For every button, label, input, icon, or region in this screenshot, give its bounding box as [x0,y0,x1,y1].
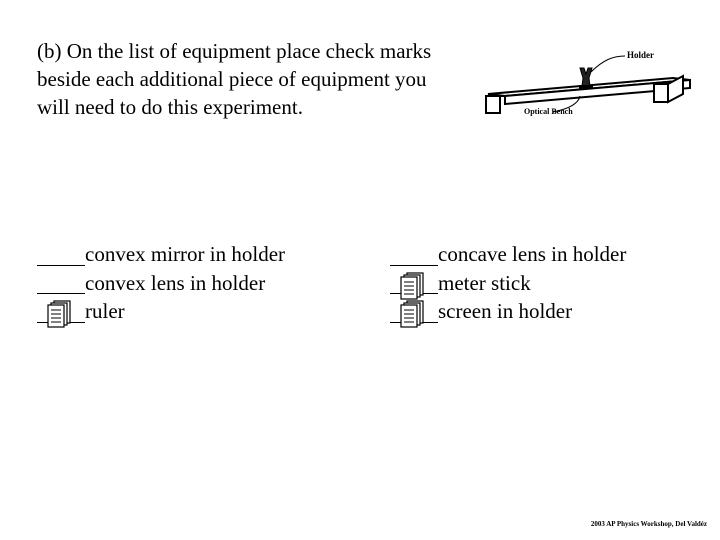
footer-credit: 2003 AP Physics Workshop, Del Valdéz [590,520,707,528]
bench-right-leg [654,84,668,102]
holder-icon [580,68,592,86]
check-blank[interactable] [37,269,85,298]
equipment-label: concave lens in holder [438,242,627,266]
equipment-item[interactable] [37,240,285,269]
left-equipment-list [37,240,285,326]
equipment-item[interactable] [390,297,626,326]
equipment-label: screen in holder [438,299,573,323]
equipment-label: meter stick [438,270,531,295]
holder-label: Holder [627,50,654,60]
question-text: (b) On the list of equipment place check marks beside each additional piece of equipment you will need to do this experiment. [37,39,432,119]
check-mark-icon [398,299,428,329]
optical-bench-diagram [478,38,698,128]
check-blank[interactable] [390,297,438,326]
equipment-item[interactable] [37,269,285,298]
check-blank[interactable] [390,240,438,269]
equipment-item[interactable] [390,240,626,269]
right-equipment-list [390,240,626,326]
equipment-item[interactable] [390,269,626,298]
equipment-item[interactable] [37,297,285,326]
check-blank[interactable] [37,240,85,269]
check-blank[interactable] [37,297,85,326]
equipment-label: ruler [85,299,125,323]
check-mark-icon [398,271,428,301]
equipment-label: convex lens in holder [85,270,266,295]
optical-bench-label: Optical Bench [524,107,573,116]
bench-left-leg [486,96,500,113]
check-blank[interactable] [390,269,438,298]
check-mark-icon [45,299,75,329]
equipment-label: convex mirror in holder [85,242,286,266]
